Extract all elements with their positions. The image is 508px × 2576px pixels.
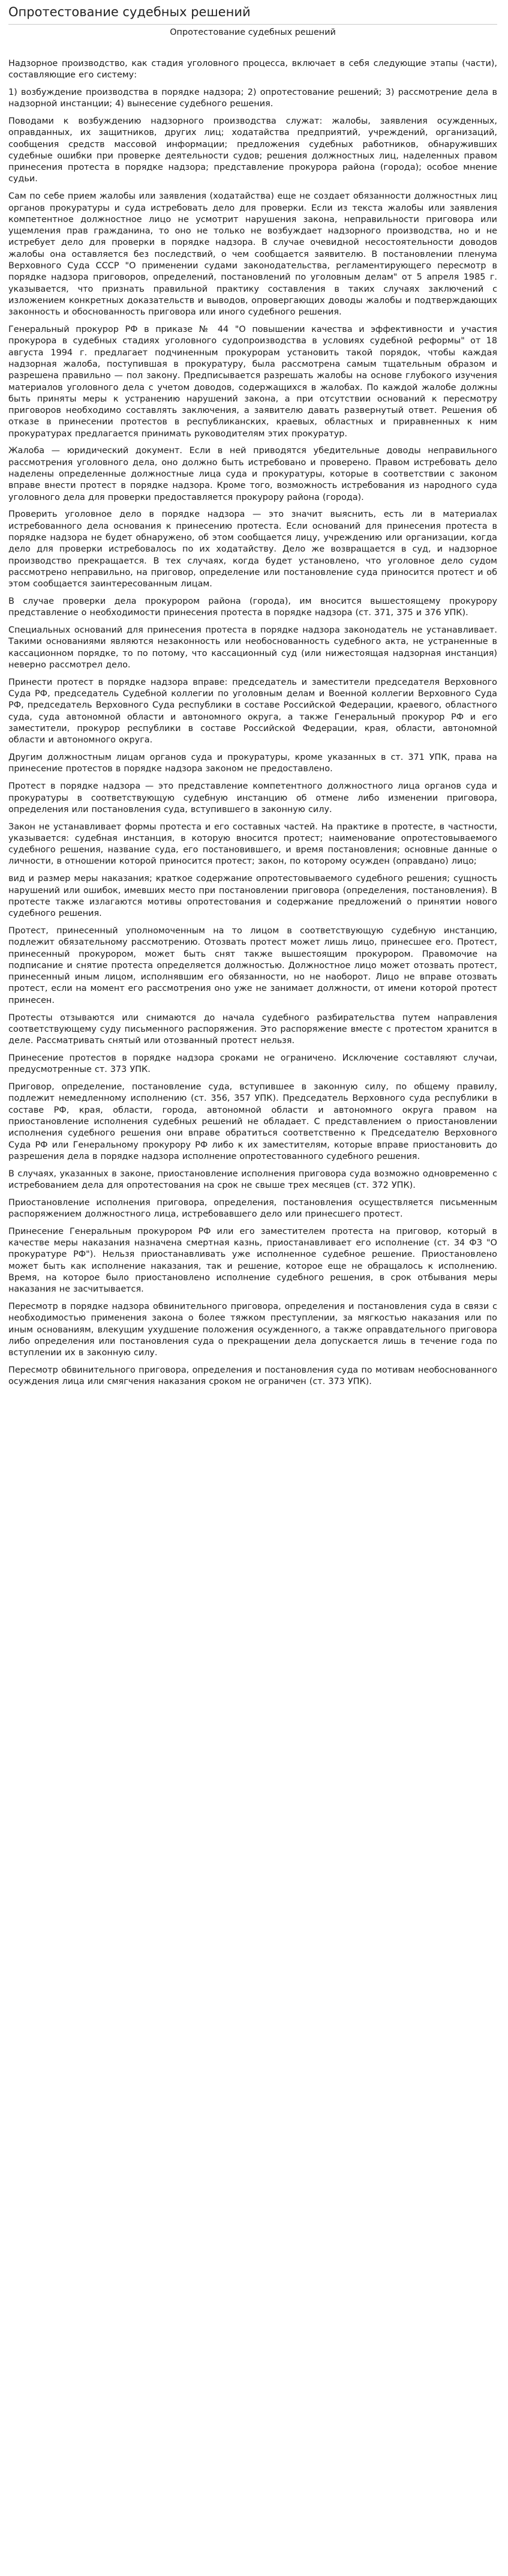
paragraph: Протесты отзываются или снимаются до начала судебного разбирательства путем направления соответствующему суду письменного распоряжения. Это распоряжение вместе с протестом хранится в деле. Рассматривать снятый или отозванный протест нельзя. bbox=[8, 1013, 497, 1046]
paragraph: Принесение Генеральным прокурором РФ или его заместителем протеста на приговор, который в качестве меры наказания назначена смертная казнь, приостанавливает его исполнение (ст. 34 ФЗ "О прокуратуре РФ"). Нельзя приостанавливать уже исполненное судебное решение. Приостановлено может быть как исполнение наказания, так и решение, которое еще не обращалось к исполнению. Время, на которое было приостановлено исполнение судебного решения, в срок отбывания меры наказания не засчитывается. bbox=[8, 1226, 497, 1295]
paragraph: Специальных оснований для принесения протеста в порядке надзора законодатель не устанавливает. Такими основаниями являются незаконность или необоснованность судебного акта, не устраненные в кассационном порядке, то по потому, что кассационный суд (или нижестоящая надзорная инстанция) неверно рассмотрел дело. bbox=[8, 625, 497, 670]
paragraph: Пересмотр обвинительного приговора, определения и постановления суда по мотивам необоснованного осуждения лица или смягчения наказания сроком не ограничен (ст. 373 УПК). bbox=[8, 1365, 497, 1387]
paragraph: вид и размер меры наказания; краткое содержание опротестовываемого судебного решения; сущность нарушений или ошибок, имевших место при постановлении приговора (определения, постановления). В протесте также излагаются мотивы опротестования и содержание предложений о принятии нового судебного решения. bbox=[8, 874, 497, 919]
paragraph: В случае проверки дела прокурором района (города), им вносится вышестоящему прокурору представление о необходимости принесения протеста в порядке надзора (ст. 371, 375 и 376 УПК). bbox=[8, 597, 497, 618]
page-title: Опротестование судебных решений bbox=[8, 4, 497, 25]
paragraph: Поводами к возбуждению надзорного производства служат: жалобы, заявления осужденных, оправданных, их защитников, других лиц; ходатайства предприятий, учреждений, организаций, сообщения средств массовой информации; предложения судебных работников, обнаруживших судебные ошибки при проверке деятельности судов; решения должностных лиц, наделенных правом принесения протеста в порядке надзора; представление прокурора района (города); особое мнение судьи. bbox=[8, 116, 497, 184]
article-body bbox=[8, 58, 497, 1388]
paragraph: Приговор, определение, постановление суда, вступившее в законную силу, по общему правилу, подлежит немедленному исполнению (ст. 356, 357 УПК). Председатель Верховного суда республики в составе РФ, края, области, города, автономной области и автономного округа правом на приостановление исполнения судебных решений не обладает. С представлением о приостановлении исполнения судебного решения они вправе обратиться соответственно к Председателю Верховного Суда РФ или Генеральному прокурору РФ либо к их заместителям, которые вправе приостановить до разрешения дела в порядке надзора исполнение опротестованного судебного решения. bbox=[8, 1082, 497, 1161]
paragraph: 1) возбуждение производства в порядке надзора; 2) опротестование решений; 3) рассмотрение дела в надзорной инстанции; 4) вынесение судебного решения. bbox=[8, 87, 497, 109]
paragraph: Проверить уголовное дело в порядке надзора — это значит выяснить, есть ли в материалах истребованного дела основания к принесению протеста. Если оснований для принесения протеста в порядке надзора не будет обнаружено, об этом сообщается лицу, учреждению или организации, когда дело для проверки истребовалось по их ходатайству. Дело же возвращается в суд, и надзорное производство прекращается. В тех случаях, когда будет установлено, что уголовное дело судом рассмотрено неправильно, на приговор, определение или постановление суда приносится протест и об этом сообщается заинтересованным лицам. bbox=[8, 510, 497, 589]
paragraph: Принести протест в порядке надзора вправе: председатель и заместители председателя Верховного Суда РФ, председатель Судебной коллегии по уголовным делам и Военной коллегии Верховного Суда РФ, председатель Верховного Суда республики в составе Российской Федерации, краевого, областного суда, суда автономной области и автономного округа, а также Генеральный прокурор РФ и его заместители, прокурор республики в составе Российской Федерации, края, области, автономной области и автономного округа. bbox=[8, 677, 497, 745]
paragraph: Генеральный прокурор РФ в приказе № 44 "О повышении качества и эффективности и участия прокурора в судебных стадиях уголовного судопроизводства в условиях судебной реформы" от 18 августа 1994 г. предлагает подчиненным прокурорам установить такой порядок, чтобы каждая надзорная жалоба, поступившая в прокуратуру, была рассмотрена самым тщательным образом и разрешена правильно — пол закону. Предписывается разрешать жалобы на основе глубокого изучения материалов уголовного дела с учетом доводов, содержащихся в жалобах. По каждой жалобе должны быть приняты меры к устранению нарушений закона, а при отсутствии оснований к пересмотру приговоров необходимо составлять заключения, а заявителю давать развернутый ответ. Решения об отказе в принесении протестов в республиканских, краевых, областных и приравненных к ним прокуратурах предлагается принимать руководителям этих прокуратур. bbox=[8, 325, 497, 439]
page-subtitle: Опротестование судебных решений bbox=[170, 28, 336, 38]
paragraph: Жалоба — юридический документ. Если в ней приводятся убедительные доводы неправильного рассмотрения уголовного дела, оно должно быть истребовано и проверено. Правом истребовать дело наделены определенные должностные лица суда и прокуратуры, которые в соответствии с законом вправе внести протест в порядке надзора. Кроме того, возможность истребования из народного суда уголовного дела для проверки предоставляется прокурору района (города). bbox=[8, 446, 497, 502]
paragraph: Пересмотр в порядке надзора обвинительного приговора, определения и постановления суда в связи с необходимостью применения закона о более тяжком преступлении, за мягкостью наказания или по иным основаниям, влекущим ухудшение положения осужденного, а также оправдательного приговора либо определения или постановления суда о прекращении дела допускается лишь в течение года по вступлении их в законную силу. bbox=[8, 1302, 497, 1358]
paragraph: Надзорное производство, как стадия уголовного процесса, включает в себя следующие этапы (части), составляющие его систему: bbox=[8, 58, 497, 80]
paragraph: Закон не устанавливает формы протеста и его составных частей. На практике в протесте, в частности, указывается: судебная инстанция, в которую вносится протест; наименование опротестовываемого судебного решения, название суда, его постановившего, и время постановления; основные данные о личности, в отношении которой приносится протест; закон, по которому осужден (оправдано) лицо; bbox=[8, 822, 497, 867]
paragraph: Приостановление исполнения приговора, определения, постановления осуществляется письменным распоряжением должностного лица, истребовавшего дело или принесшего протест. bbox=[8, 1197, 497, 1219]
paragraph: Сам по себе прием жалобы или заявления (ходатайства) еще не создает обязанности должностных лиц органов прокуратуры и суда истребовать дело для проверки. Если из текста жалобы или заявления компетентное должностное лицо не усмотрит нарушения закона, неправильности приговора или ущемления прав гражданина, то оно не только не возбуждает надзорного производства, но и не истребует дело для проверки в порядке надзора. В случае очевидной несостоятельности доводов жалобы она оставляется без последствий, о чем сообщается заявителю. В постановлении пленума Верховного Суда СССР "О применении судами законодательства, регламентирующего пересмотр в порядке надзора приговоров, определений, постановлений по уголовным делам" от 5 апреля 1985 г. указывается, что признать правильной практику составления в таких случаях заключений с изложением конкретных доказательств и выводов, опровергающих доводы жалобы и подтверждающих законность и обоснованность приговора или иного судебного решения. bbox=[8, 191, 497, 317]
paragraph: В случаях, указанных в законе, приостановление исполнения приговора суда возможно одновременно с истребованием дела для опротестования на срок не свыше трех месяцев (ст. 372 УПК). bbox=[8, 1169, 497, 1190]
paragraph: Принесение протестов в порядке надзора сроками не ограничено. Исключение составляют случаи, предусмотренные ст. 373 УПК. bbox=[8, 1053, 497, 1075]
paragraph: Протест в порядке надзора — это представление компетентного должностного лица органов суда и прокуратуры в соответствующую судебную инстанцию об отмене либо изменении приговора, определения или постановления суда, вступившего в законную силу. bbox=[8, 781, 497, 814]
paragraph: Другим должностным лицам органов суда и прокуратуры, кроме указанных в ст. 371 УПК, права на принесение протестов в порядке надзора законом не предоставлено. bbox=[8, 753, 497, 774]
paragraph: Протест, принесенный уполномоченным на то лицом в соответствующую судебную инстанцию, подлежит обязательному рассмотрению. Отозвать протест может лишь лицо, принесшее его. Протест, принесенный прокурором, может быть снят также вышестоящим прокурором. Правомочие на подписание и снятие протеста определяется должностью. Должностное лицо может отозвать протест, принесенный иным лицом, исполнявшим его обязанности, но не наоборот. Лицо не вправе отозвать протест, если на момент его рассмотрения оно уже не занимает должности, от имени которой протест принесен. bbox=[8, 925, 497, 1005]
